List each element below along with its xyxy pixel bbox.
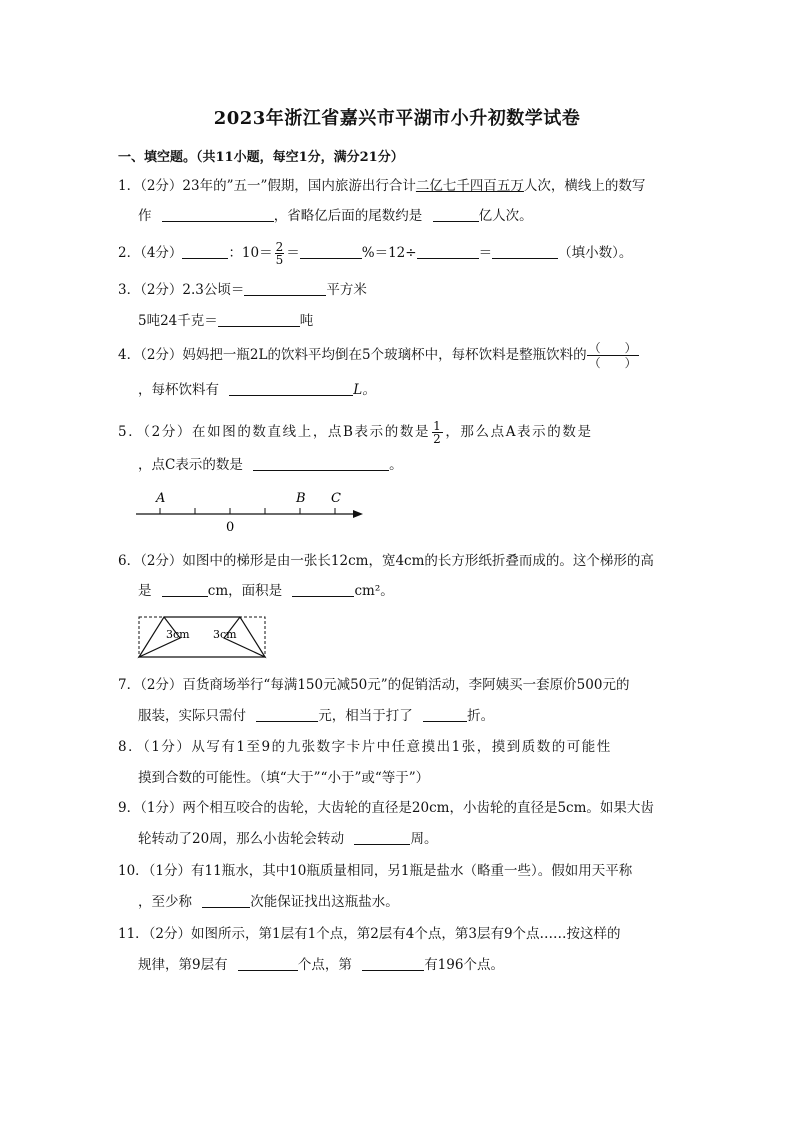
q2-text-b: ：10＝ [228, 245, 273, 261]
q7-text-c: 元，相当于打了 [318, 708, 413, 724]
q2-text-e: ＝ [478, 245, 493, 261]
question-11-line-2 [138, 956, 504, 974]
q2-answer-blank-4[interactable] [492, 244, 558, 259]
q10-text-c: 次能保证找出这瓶盐水。 [250, 894, 399, 910]
question-10-line-2 [138, 893, 399, 911]
question-4-line-1 [118, 340, 639, 370]
q1-text-d: ，省略亿后面的尾数约是 [273, 208, 423, 224]
q10-text-b: ，至少称 [138, 894, 192, 910]
question-6-line-2 [138, 582, 394, 600]
q2-text-f: （填小数）。 [558, 245, 633, 261]
q9-text-c: 周。 [410, 831, 438, 847]
point-c-label: C [331, 491, 341, 506]
q7-answer-blank-1[interactable] [256, 707, 318, 722]
q3-text-b: 平方米 [326, 282, 367, 298]
number-line-arrow [353, 510, 363, 518]
q5-fraction-denominator: 2 [433, 432, 443, 446]
q9-text-a: 9．（1分）两个相互咬合的齿轮，大齿轮的直径是20cm，小齿轮的直径是5cm。如果大齿 [118, 800, 654, 816]
q11-text-d: 有196个点。 [424, 957, 504, 973]
q5-fraction [432, 420, 443, 445]
point-b-label: B [296, 491, 306, 506]
question-8-line-1 [118, 738, 612, 756]
q7-text-d: 折。 [467, 708, 495, 724]
q2-fraction-denominator: 5 [275, 253, 284, 267]
q5-fraction-numerator: 1 [433, 419, 443, 433]
q5-text-a: 5．（2分）在如图的数直线上，点B表示的数是 [118, 424, 431, 440]
question-7-line-1 [118, 676, 629, 694]
q6-text-c: cm，面积是 [207, 583, 283, 599]
q2-answer-blank-3[interactable] [417, 244, 479, 259]
question-11-line-1 [118, 925, 621, 943]
q2-answer-blank-1[interactable] [182, 244, 228, 259]
q2-text-a: 2．（4分） [118, 245, 183, 261]
question-5-line-2 [138, 456, 403, 474]
q1-text-c: 作 [138, 208, 152, 224]
q3-text-a: 3．（2分）2.3公顷＝ [118, 282, 245, 298]
question-7-line-2 [138, 707, 494, 725]
q1-answer-blank-2[interactable] [433, 207, 479, 222]
q3-text-c: 5吨24千克＝ [138, 313, 218, 329]
q1-text-a: 1．（2分）23年的”五一”假期，国内旅游出行合计 [118, 178, 416, 194]
page-title: 2023年浙江省嘉兴市平湖市小升初数学试卷 [213, 108, 581, 129]
q4-text-b: ，每杯饮料有 [138, 382, 219, 398]
question-9-line-2 [138, 830, 437, 848]
q2-text-c: ＝ [286, 245, 300, 261]
q11-text-b: 规律，第9层有 [138, 957, 228, 973]
q7-text-a: 7．（2分）百货商场举行“每满150元减50元”的促销活动，李阿姨买一套原价500元的 [118, 677, 630, 693]
q7-text-b: 服装，实际只需付 [138, 708, 246, 724]
q11-answer-blank-2[interactable] [362, 956, 424, 971]
fig-label-left: 3cm [166, 628, 190, 641]
q6-answer-blank-1[interactable] [162, 582, 208, 597]
q8-text-a: 8．（1分）从写有1至9的九张数字卡片中任意摸出1张，摸到质数的可能性 [118, 739, 612, 755]
q2-fraction [275, 241, 285, 266]
q10-answer-blank[interactable] [202, 893, 250, 908]
question-3-line-1 [118, 281, 367, 299]
zero-label: 0 [226, 520, 235, 535]
q7-answer-blank-2[interactable] [423, 707, 467, 722]
q3-text-d: 吨 [299, 313, 314, 329]
q4-text-a: 4．（2分）妈妈把一瓶2L的饮料平均倒在5个玻璃杯中，每杯饮料是整瓶饮料的 [118, 347, 587, 363]
number-line-ticks [160, 508, 335, 514]
q4-fraction-blank[interactable] [587, 341, 639, 370]
q9-text-b: 轮转动了20周，那么小齿轮会转动 [138, 831, 345, 847]
question-8-line-2 [138, 769, 429, 787]
folded-trapezoid-figure [136, 614, 270, 660]
q5-text-b: ，那么点A表示的数是 [445, 424, 593, 440]
q6-text-a: 6．（2分）如图中的梯形是由一张长12cm，宽4cm的长方形纸折叠而成的。这个梯形的高 [118, 553, 654, 569]
q1-text-e: 亿人次。 [478, 208, 533, 224]
q2-text-d: %＝12÷ [361, 245, 417, 261]
q11-text-c: 个点，第 [297, 957, 352, 973]
q1-answer-blank-1[interactable] [162, 207, 274, 222]
q3-answer-blank-2[interactable] [218, 312, 300, 327]
question-6-line-1 [118, 552, 654, 570]
q6-answer-blank-2[interactable] [292, 582, 354, 597]
q3-answer-blank-1[interactable] [244, 281, 326, 296]
point-a-label: A [156, 491, 166, 506]
rectangle-outline-dashed [139, 617, 265, 657]
q5-text-c: ，点C表示的数是 [138, 457, 243, 473]
q1-text-b: 人次，横线上的数写 [523, 178, 646, 194]
q4-text-c: L。 [353, 382, 376, 398]
question-4-line-2 [138, 381, 376, 399]
question-2 [118, 240, 632, 266]
q6-text-b: 是 [138, 583, 152, 599]
q4-fraction-numerator: （ ） [588, 341, 637, 355]
question-10-line-1 [118, 862, 632, 880]
section-heading: 一、填空题。（共11小题，每空1分，满分21分） [118, 150, 404, 165]
q5-text-d: 。 [389, 457, 403, 473]
question-3-line-2 [138, 312, 313, 330]
q4-answer-blank[interactable] [229, 381, 353, 396]
q1-underlined-number: 二亿七千四百五万 [415, 178, 524, 194]
q8-text-b: 摸到合数的可能性。（填“大于”“小于”或“等于”） [138, 770, 430, 786]
q11-text-a: 11．（2分）如图所示，第1层有1个点，第2层有4个点，第3层有9个点……按这样的 [118, 926, 621, 942]
q2-fraction-numerator: 2 [275, 240, 284, 254]
question-1-line-2 [138, 207, 533, 225]
number-line-figure [134, 486, 366, 536]
q4-fraction-denominator: （ ） [588, 356, 637, 370]
q10-text-a: 10．（1分）有11瓶水，其中10瓶质量相同，另1瓶是盐水（略重一些）。假如用天平称 [118, 863, 633, 879]
q5-answer-blank[interactable] [253, 456, 389, 471]
q2-answer-blank-2[interactable] [300, 244, 362, 259]
q6-text-d: cm²。 [354, 583, 394, 599]
question-9-line-1 [118, 799, 654, 817]
q11-answer-blank-1[interactable] [238, 956, 298, 971]
question-1-line-1 [118, 177, 645, 195]
fig-label-right: 3cm [213, 628, 237, 641]
question-5-line-1 [118, 418, 593, 446]
q9-answer-blank[interactable] [354, 830, 410, 845]
